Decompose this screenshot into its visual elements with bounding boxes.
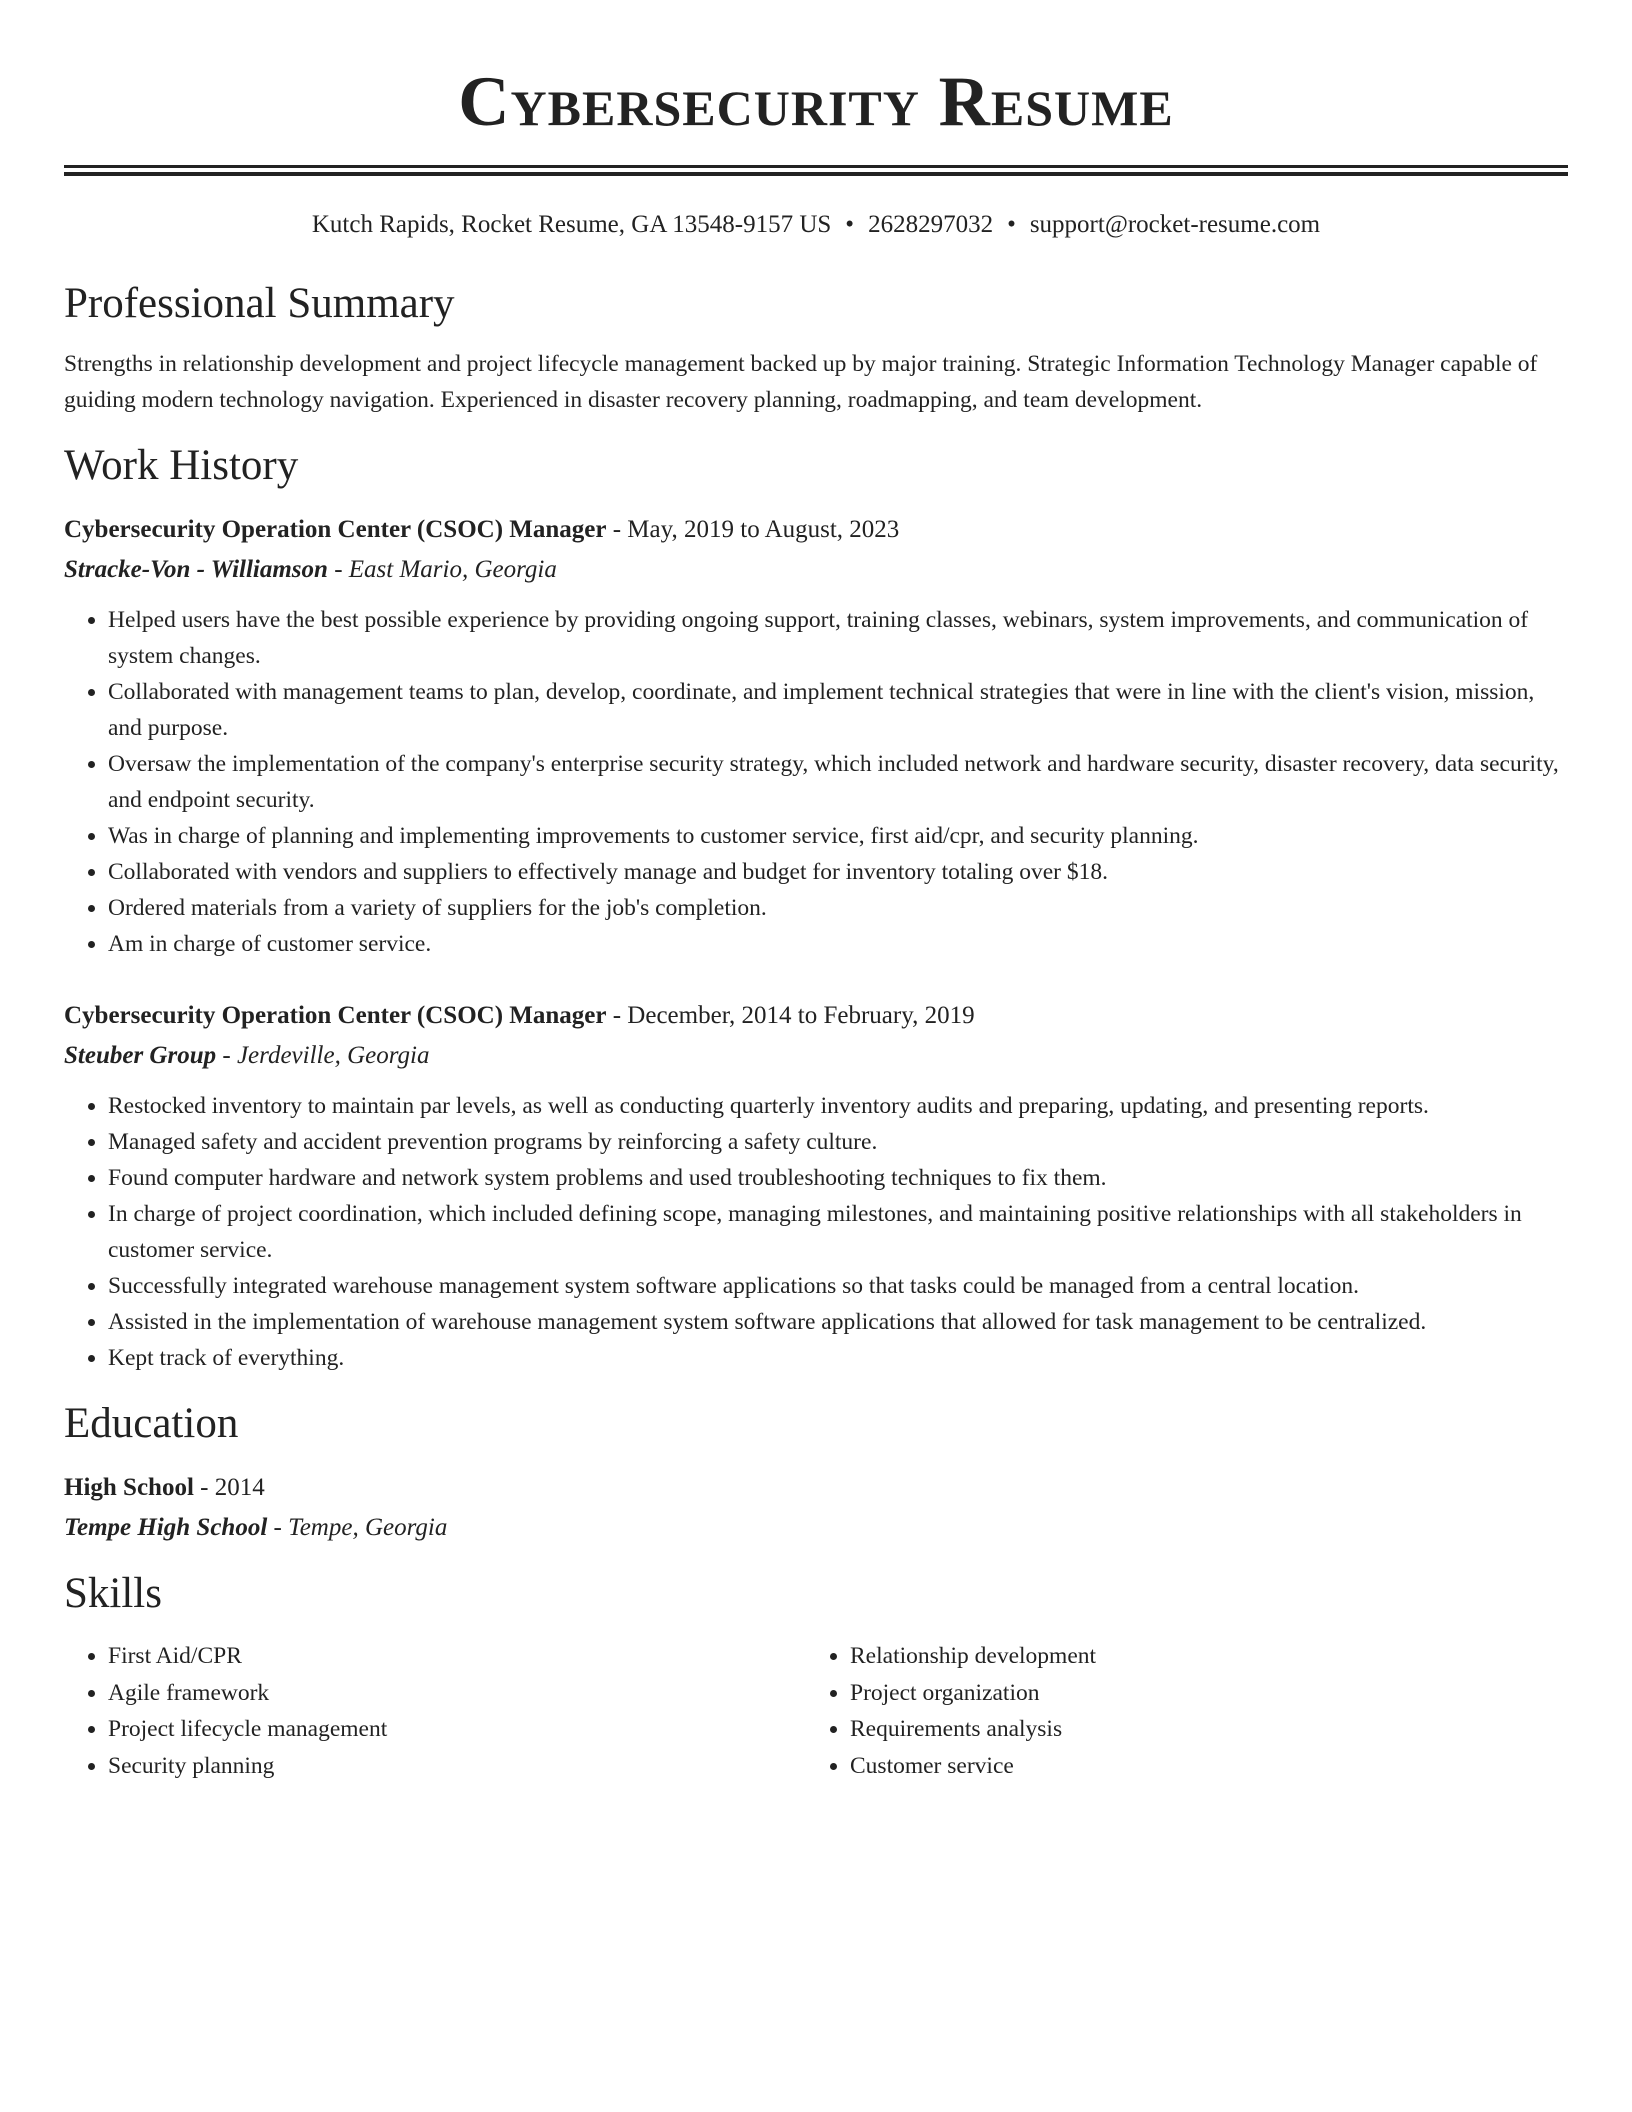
skill-item: • First Aid/CPR bbox=[108, 1638, 806, 1675]
degree-line bbox=[64, 1468, 1568, 1508]
school-line bbox=[64, 1508, 1568, 1548]
job-bullet: • Collaborated with management teams to plan, develop, coordinate, and implement technical strategies that were in line with the client's vision, mission, and purpose. bbox=[108, 674, 1568, 746]
employer-name: Stracke-Von - Williamson bbox=[64, 556, 328, 583]
employer-line bbox=[64, 1036, 1568, 1076]
education-heading: Education bbox=[64, 1400, 239, 1447]
job-bullets bbox=[64, 1088, 1568, 1376]
contact-line bbox=[64, 209, 1568, 241]
job-title: Cybersecurity Operation Center (CSOC) Manager bbox=[64, 1002, 607, 1029]
employer-name: Steuber Group bbox=[64, 1042, 217, 1069]
job-bullet: • Was in charge of planning and implementing improvements to customer service, first aid/cpr, and security planning. bbox=[108, 818, 1568, 854]
job-bullets bbox=[64, 602, 1568, 962]
skill-item: • Security planning bbox=[108, 1748, 806, 1785]
job-bullet: • Kept track of everything. bbox=[108, 1340, 1568, 1376]
job-bullet: • Assisted in the implementation of warehouse management system software applications that allowed for task management to be centralized. bbox=[108, 1304, 1568, 1340]
job-bullet: • Managed safety and accident prevention programs by reinforcing a safety culture. bbox=[108, 1124, 1568, 1160]
skill-item: • Relationship development bbox=[850, 1638, 1548, 1675]
education-entry bbox=[64, 1468, 1568, 1548]
employer-location: - East Mario, Georgia bbox=[327, 556, 557, 583]
job-bullet: • Ordered materials from a variety of suppliers for the job's completion. bbox=[108, 890, 1568, 926]
summary-heading: Professional Summary bbox=[64, 280, 455, 327]
skills-heading: Skills bbox=[64, 1570, 162, 1617]
skills-column-right bbox=[806, 1638, 1548, 1784]
contact-email: support@rocket-resume.com bbox=[1029, 211, 1321, 238]
job-title-line bbox=[64, 996, 1568, 1036]
job-bullet: • Collaborated with vendors and suppliers to effectively manage and budget for inventory totaling over $18. bbox=[108, 854, 1568, 890]
job-bullet: • Oversaw the implementation of the company's enterprise security strategy, which included network and hardware security, disaster recovery, data security, and endpoint security. bbox=[108, 746, 1568, 818]
job-entry bbox=[64, 996, 1568, 1376]
job-title-line bbox=[64, 510, 1568, 550]
skills-list bbox=[64, 1638, 1568, 1784]
summary-text: Strengths in relationship development and project lifecycle management backed up by major training. Strategic Information Technology Manager capable of guiding modern technology navigation. Experienced in disaster recovery planning, roadmapping, and team development. bbox=[64, 351, 1538, 413]
job-bullet: • Helped users have the best possible experience by providing ongoing support, training classes, webinars, system improvements, and communication of system changes. bbox=[108, 602, 1568, 674]
contact-separator: • bbox=[845, 211, 855, 238]
employer-line bbox=[64, 550, 1568, 590]
skill-item: • Agile framework bbox=[108, 1675, 806, 1712]
graduation-year: - 2014 bbox=[193, 1474, 265, 1501]
job-bullet: • In charge of project coordination, which included defining scope, managing milestones, and maintaining positive relationships with all stakeholders in customer service. bbox=[108, 1196, 1568, 1268]
job-entry bbox=[64, 510, 1568, 962]
contact-phone: 2628297032 bbox=[868, 211, 994, 238]
skill-item: • Project lifecycle management bbox=[108, 1711, 806, 1748]
job-dates: - December, 2014 to February, 2019 bbox=[606, 1002, 975, 1029]
contact-address: Kutch Rapids, Rocket Resume, GA 13548-9157 US bbox=[311, 211, 832, 238]
skill-item: • Requirements analysis bbox=[850, 1711, 1548, 1748]
degree: High School bbox=[64, 1474, 194, 1501]
school-location: - Tempe, Georgia bbox=[267, 1514, 448, 1541]
job-bullet: • Successfully integrated warehouse management system software applications so that tasks could be managed from a central location. bbox=[108, 1268, 1568, 1304]
skill-item: • Project organization bbox=[850, 1675, 1548, 1712]
resume-title: Cybersecurity Resume bbox=[458, 63, 1174, 141]
job-title: Cybersecurity Operation Center (CSOC) Manager bbox=[64, 516, 607, 543]
job-bullet: • Found computer hardware and network system problems and used troubleshooting techniques to fix them. bbox=[108, 1160, 1568, 1196]
school-name: Tempe High School bbox=[64, 1514, 268, 1541]
job-bullet: • Restocked inventory to maintain par levels, as well as conducting quarterly inventory audits and preparing, updating, and presenting reports. bbox=[108, 1088, 1568, 1124]
title-divider bbox=[64, 165, 1568, 176]
job-dates: - May, 2019 to August, 2023 bbox=[606, 516, 900, 543]
job-bullet: • Am in charge of customer service. bbox=[108, 926, 1568, 962]
skill-item: • Customer service bbox=[850, 1748, 1548, 1785]
contact-separator: • bbox=[1007, 211, 1016, 238]
employer-location: - Jerdeville, Georgia bbox=[216, 1042, 430, 1069]
skills-column-left bbox=[64, 1638, 806, 1784]
work-history-heading: Work History bbox=[64, 442, 299, 489]
